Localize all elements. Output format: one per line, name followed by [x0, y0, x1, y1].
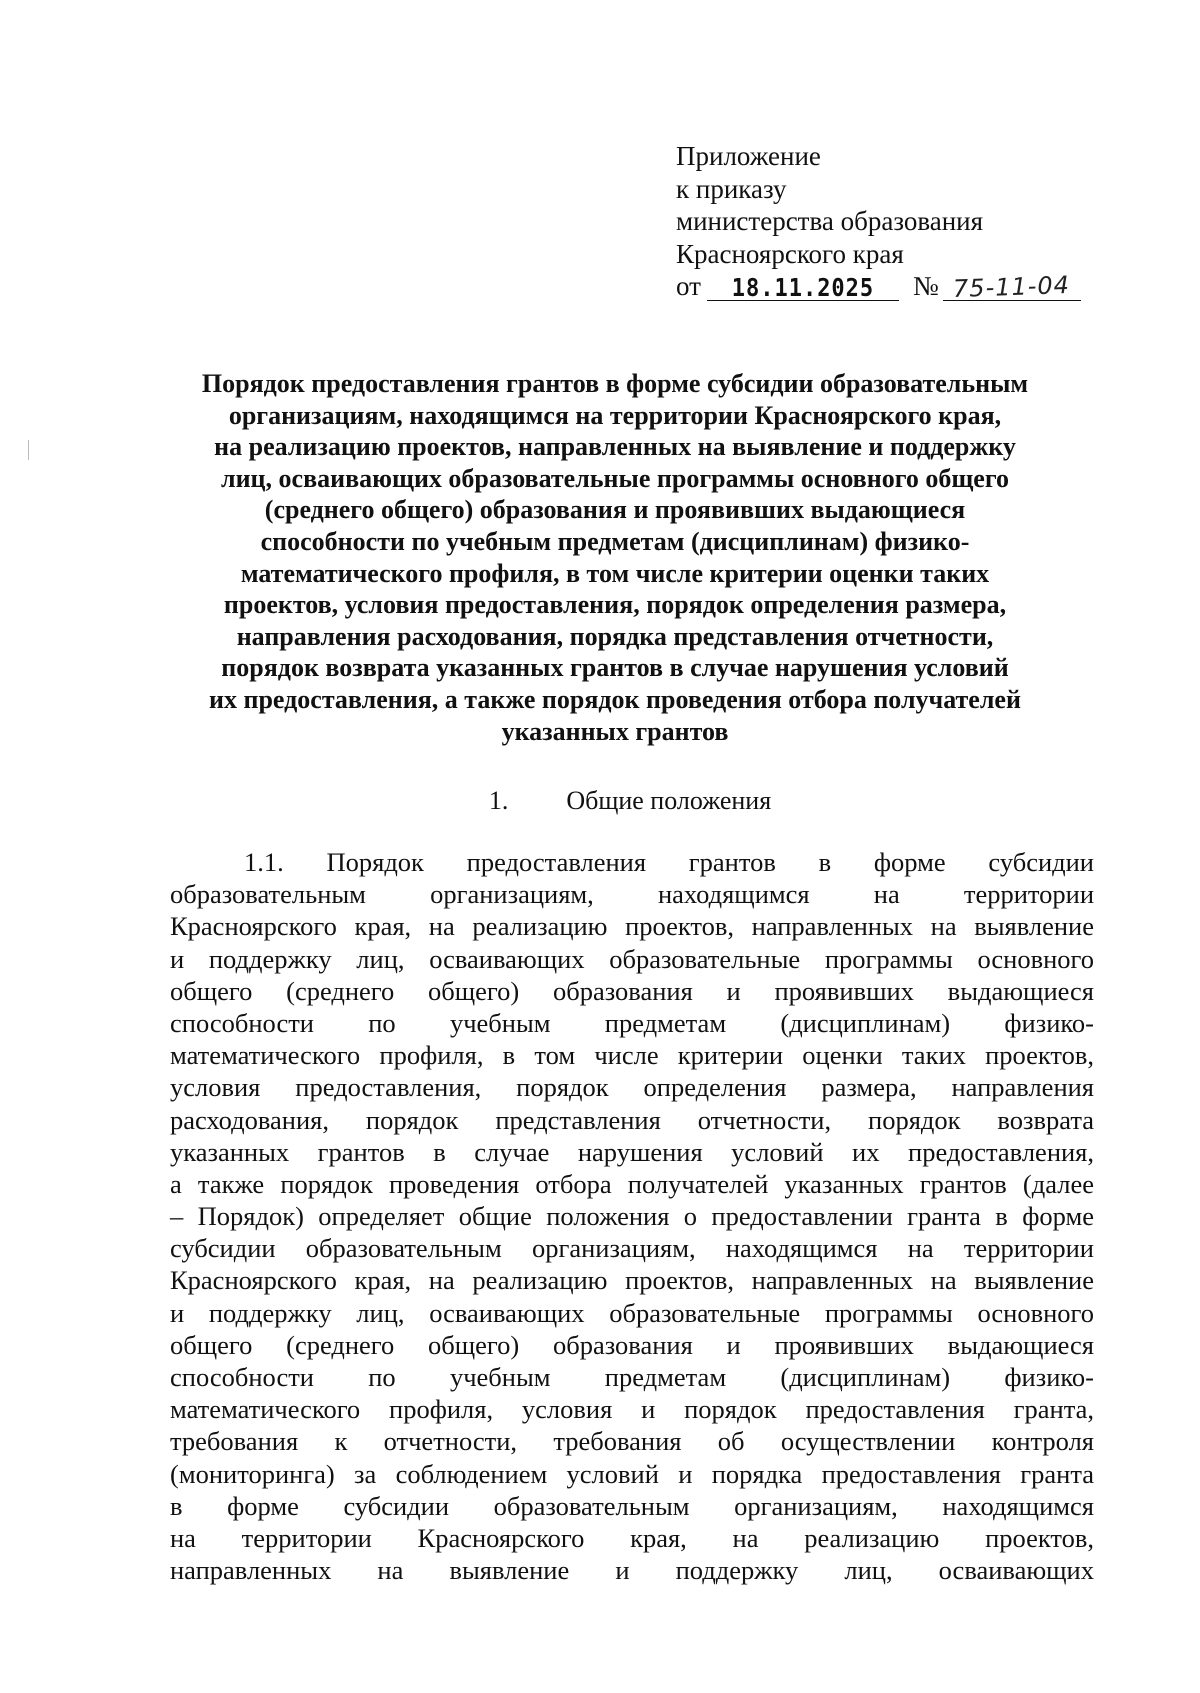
- body-line: Красноярского края, на реализацию проектов, направленных на выявление: [170, 1265, 1094, 1296]
- body-line: 1.1. Порядок предоставления грантов в форме субсидии: [244, 847, 1094, 877]
- section-number: 1.: [488, 786, 509, 815]
- body-line: способности по учебным предметам (дисциплинам) физико-: [170, 1007, 1094, 1038]
- order-number-field: [943, 270, 1081, 304]
- title-line: указанных грантов: [501, 716, 729, 746]
- title-line: проектов, условия предоставления, порядок определения размера,: [223, 590, 1007, 620]
- body-line: субсидии образовательным организациям, находящимся на территории: [170, 1233, 1094, 1264]
- order-date-field: [707, 273, 899, 301]
- body-line: а также порядок проведения отбора получателей указанных грантов (далее: [170, 1168, 1094, 1199]
- body-line: указанных грантов в случае нарушения условий их предоставления,: [170, 1136, 1094, 1167]
- body-line: расходования, порядок представления отчетности, порядок возврата: [170, 1104, 1094, 1135]
- body-line: общего (среднего общего) образования и проявивших выдающиеся: [170, 1329, 1094, 1360]
- appendix-order-ref: к приказу: [676, 173, 787, 204]
- body-line: образовательным организациям, находящимся на территории: [170, 879, 1094, 910]
- title-line: их предоставления, а также порядок проведения отбора получателей: [209, 684, 1021, 714]
- section-heading: [150, 786, 1110, 816]
- title-line: математического профиля, в том числе критерии оценки таких: [240, 558, 990, 588]
- body-line: на территории Красноярского края, на реализацию проектов,: [170, 1522, 1094, 1553]
- title-line: лиц, осваивающих образовательные программы основного общего: [220, 463, 1010, 493]
- body-line: общего (среднего общего) образования и проявивших выдающиеся: [170, 975, 1094, 1006]
- order-number-label: №: [912, 271, 939, 301]
- paragraph-1-1: [170, 846, 1094, 1586]
- body-line: математического профиля, условия и порядок предоставления гранта,: [170, 1394, 1094, 1425]
- body-line: требования к отчетности, требования об осуществлении контроля: [170, 1426, 1094, 1457]
- title-line: направления расходования, порядка представления отчетности,: [236, 621, 994, 651]
- body-line: (мониторинга) за соблюдением условий и порядка предоставления гранта: [170, 1458, 1094, 1489]
- title-line: организациям, находящимся на территории Красноярского края,: [228, 400, 1002, 430]
- document-title: [150, 368, 1080, 747]
- body-line: Красноярского края, на реализацию проектов, направленных на выявление: [170, 911, 1094, 942]
- body-line: и поддержку лиц, осваивающих образовательные программы основного: [170, 1297, 1094, 1328]
- title-line: порядок возврата указанных грантов в случае нарушения условий: [221, 653, 1009, 683]
- appendix-block: [676, 140, 1081, 303]
- body-line: – Порядок) определяет общие положения о предоставлении гранта в форме: [170, 1201, 1094, 1232]
- title-line: (среднего общего) образования и проявивших выдающиеся: [264, 495, 966, 525]
- order-date-stamp: 18.11.2025: [731, 274, 875, 303]
- body-line: и поддержку лиц, осваивающих образовательные программы основного: [170, 943, 1094, 974]
- order-date-number-line: [676, 270, 1081, 303]
- order-from-label: от: [676, 271, 701, 301]
- body-line: направленных на выявление и поддержку лиц, осваивающих: [170, 1555, 1094, 1586]
- title-line: способности по учебным предметам (дисциплинам) физико-: [260, 526, 970, 556]
- appendix-title: Приложение: [676, 141, 821, 171]
- section-title: Общие положения: [566, 786, 772, 815]
- body-line: способности по учебным предметам (дисциплинам) физико-: [170, 1362, 1094, 1392]
- title-line: на реализацию проектов, направленных на выявление и поддержку: [214, 432, 1016, 462]
- scan-edge-mark: [28, 440, 29, 460]
- order-number-handwritten: 75-11-04: [952, 270, 1071, 304]
- title-line: Порядок предоставления грантов в форме субсидии образовательным: [201, 369, 1029, 398]
- body-line: математического профиля, в том числе критерии оценки таких проектов,: [170, 1040, 1094, 1071]
- body-line: в форме субсидии образовательным организациям, находящимся: [170, 1490, 1094, 1521]
- appendix-ministry: министерства образования: [676, 206, 984, 236]
- body-line: условия предоставления, порядок определения размера, направления: [170, 1072, 1094, 1103]
- appendix-region: Красноярского края: [676, 238, 904, 269]
